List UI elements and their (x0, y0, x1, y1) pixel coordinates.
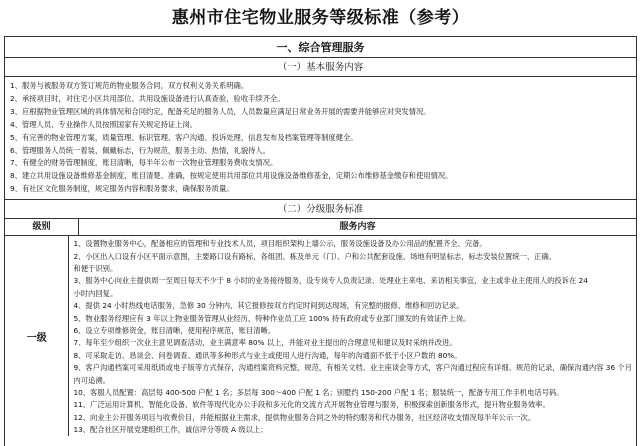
list-item: 12、向业主公开服务项目与收费价目，并能根据业主需求，提供物业服务合同之外的特约服务和代办服务，社区经济收支情况每半年公示一次。 (73, 412, 536, 422)
list-item: 10、客服人员配置：高层每 400-500 户配 1 名；多层每 300～400 户配 1 名；别墅约 150-200 户配 1 名；服装统一，配备专用工作手机电话号码。 (73, 388, 564, 398)
column-header-level: 级别 (5, 219, 79, 235)
list-item: 5、物业服务经理应有 3 年以上物业服务管理从业经历，特种作业员工应 100% 持有政府或专业部门颁发的有效证件上岗。 (73, 313, 471, 323)
list-item: 和便于识别。 (73, 263, 118, 273)
list-item: 3、应根据物业管理区域的具体情况和合同约定，配备充足的服务人员，人员数量应满足日常业务开展的需要并能够应对突发情况。 (10, 106, 431, 116)
list-item: 内可追溯。 (73, 375, 110, 385)
graded-service-list (69, 236, 636, 436)
list-item: 8、可采取走访、恳谈会、问卷调查、通讯等多种形式与业主或使用人进行沟通，每年的沟通面不低于小区户数的 80%。 (73, 350, 462, 360)
list-item: 1、设置物业服务中心，配备相应的管理和专业技术人员，项目组织架构上墙公示，服务设施设备及办公用品的配置齐全、完备。 (73, 239, 487, 249)
basic-service-list (5, 77, 636, 200)
subsection-heading-basic: （一）基本服务内容 (5, 58, 636, 77)
list-item: 4、提供 24 小时热线电话服务，急修 30 分钟内、其它报修按双方约定时间到达现场，有完整的报修、维修和回访记录。 (73, 301, 464, 311)
table-header-row (5, 219, 636, 236)
list-item: 5、有完善的物业管理方案，质量管理、标识管理、客户沟通、投诉处理、信息发布及档案管理等制度健全。 (10, 132, 358, 142)
list-item: 2、小区出入口设有小区平面示意图，主要路口设有路标，各组团、栋及单元（门）、户和公共配套设施、场地有明显标志，标志安装位置统一、正确、 (73, 251, 557, 261)
level-label: 一级 (5, 236, 69, 436)
list-item: 9、有社区文化服务制度，规定服务内容和服务要求，确保服务质量。 (10, 184, 234, 194)
list-item: 7、每年至少组织一次业主意见调查活动，业主满意率 80% 以上，并能对业主提出的合理意见和建议及时采纳并改进。 (73, 338, 457, 348)
list-item: 小时内回复。 (73, 288, 118, 298)
list-item: 9、客户沟通档案可采用纸质或电子版等方式保存，沟通档案资料完整、规范，有相关文档、业主座谈会等方式，客户沟通过程应有详细、规范的记录，确保沟通内容 36 个月 (73, 363, 632, 373)
list-item: 6、设立专项维修资金，账目清晰，使用程序规范，账目清晰。 (73, 326, 276, 335)
table-row (5, 236, 636, 436)
column-header-content: 服务内容 (339, 222, 376, 233)
list-item: 1、服务与被服务双方签订规范的物业服务合同，双方权利义务关系明确。 (10, 81, 249, 90)
list-item: 11、广泛运用计算机、智能化设备、软件等现代化办公手段和多元化的交流方式开展物业管理与服务，积极探索创新服务形式，提升物业服务效率。 (73, 400, 550, 410)
list-item: 3、服务中心向业主提供周一至周日每天不少于 8 小时的业务接待服务，设专岗专人负责记录、处理业主来电、来访相关事宜，业主或非业主使用人的投诉在 24 (73, 276, 588, 286)
list-item: 7、有健全的财务管理制度，账目清晰，每半年公布一次物业管理服务费收支情况。 (10, 158, 278, 168)
list-item: 8、建立共用设施设备维修基金制度，账目清楚、准确，按规定使用共用部位共用设施设备维修基金，定期公布维修基金缴存和使用情况。 (10, 171, 453, 181)
page-title: 惠州市住宅物业服务等级标准（参考） (171, 8, 470, 28)
section-heading-comprehensive: 一、综合管理服务 (5, 37, 636, 58)
list-item: 4、管理人员、专业操作人员按照国家有关规定持证上岗。 (10, 119, 198, 129)
subsection-heading-graded: （二）分级服务标准 (5, 200, 636, 219)
list-item: 2、承接项目时，对住宅小区共用部位、共用设施设备进行认真查验，验收手续齐全。 (10, 93, 285, 103)
standards-table (4, 36, 637, 446)
list-item: 13、配合社区开展党建组织工作，诚信评分等级 A 级以上； (73, 425, 268, 435)
list-item: 6、管理服务人员统一着装、佩戴标志，行为规范，服务主动、热情，礼貌待人。 (10, 145, 271, 155)
